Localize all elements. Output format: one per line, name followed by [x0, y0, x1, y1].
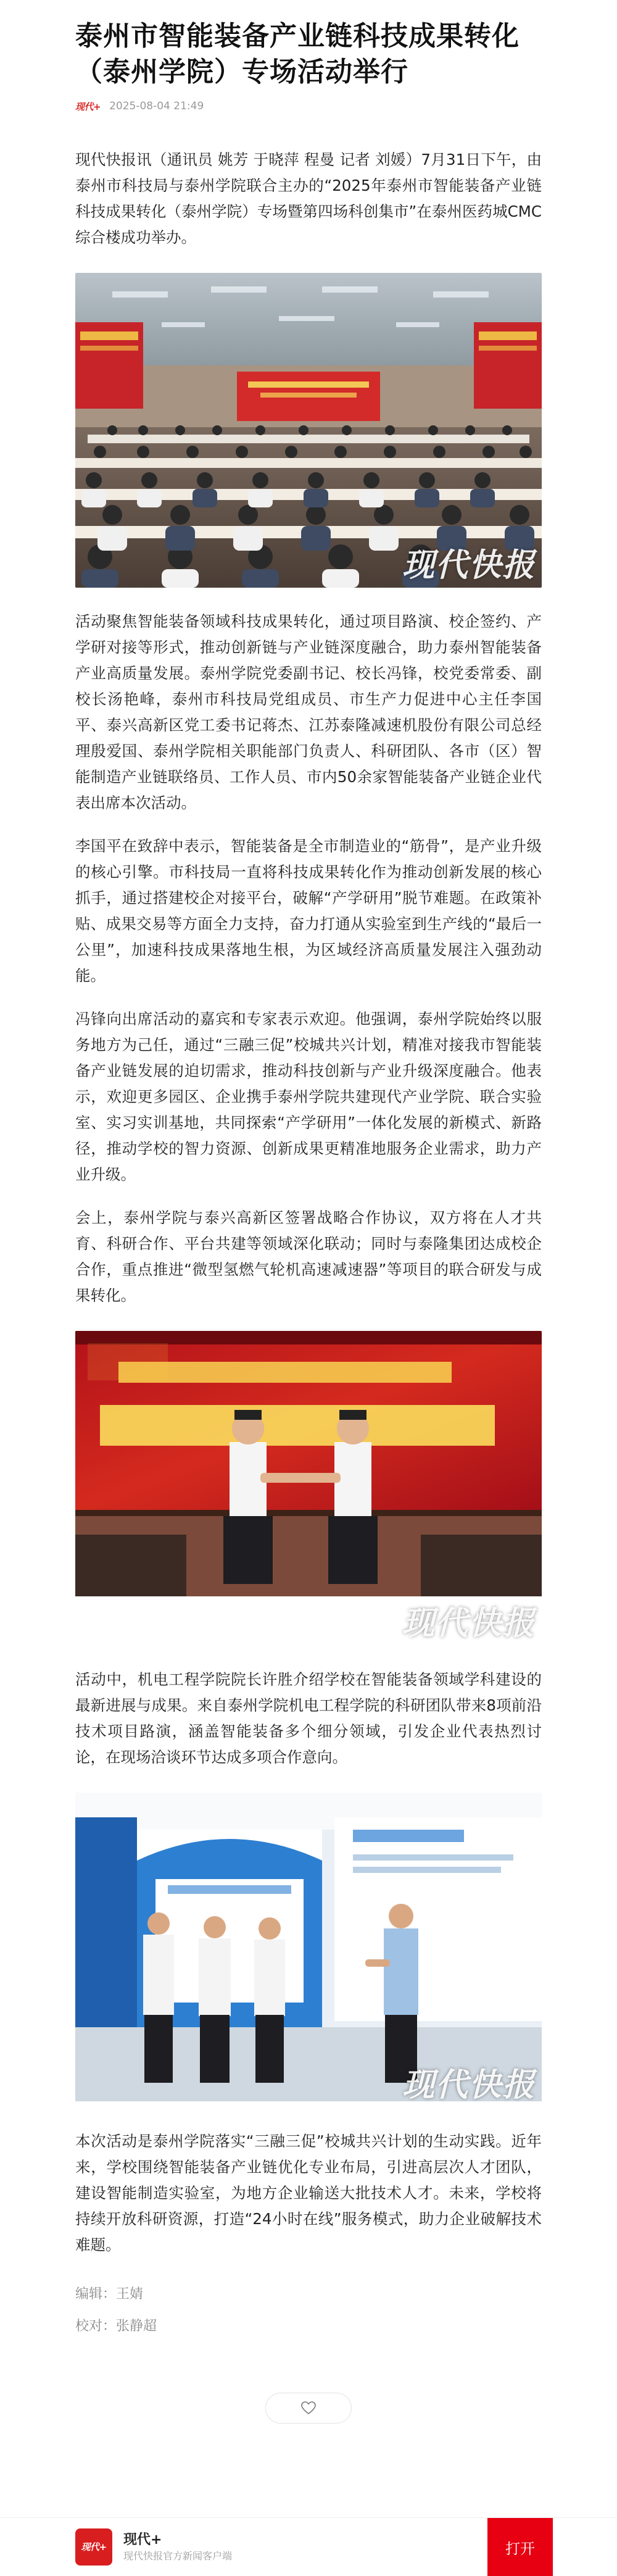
photo-conference-hall[interactable] — [75, 273, 542, 588]
paragraph-3: 李国平在致辞中表示，智能装备是全市制造业的“筋骨”，是产业升级的核心引擎。市科技局一直将科技成果转化作为推动创新发展的核心抓手，通过搭建校企对接平台，破解“产学研用”脱节难题。在政策补贴、成果交易等方面全力支持，奋力打通从实验室到生产线的“最后一公里”，加速科技成果落地生根，为区域经济高质量发展注入强劲动能。 — [75, 837, 542, 985]
proofreader-credit: 校对：张静超 — [75, 2319, 157, 2334]
watermark: 现代快报 — [402, 1604, 536, 1642]
app-logo-icon: 现代+ — [75, 2528, 112, 2566]
watermark: 现代快报 — [402, 546, 536, 584]
article-meta — [75, 93, 542, 120]
paragraph-2: 活动聚焦智能装备领域科技成果转化，通过项目路演、校企签约、产学研对接等形式，推动创新链与产业链深度融合，助力泰州智能装备产业高质量发展。泰州学院党委副书记、校长冯锋，校党委常委、副校长汤艳峰，泰州市科技局党组成员、市生产力促进中心主任李国平、泰兴高新区党工委书记蒋杰、江苏泰隆减速机股份有限公司总经理殷爱国、泰州学院相关职能部门负责人、科研团队、各市（区）智能制造产业链联络员、工作人员、市内50余家智能装备产业链企业代表出席本次活动。 — [75, 612, 542, 812]
exhibition-visit-illustration — [75, 1793, 542, 2101]
publish-date: 2025-08-04 21:49 — [109, 100, 204, 112]
paragraph-5: 会上，泰州学院与泰兴高新区签署战略合作协议，双方将在人才共育、科研合作、平台共建等领域深化联动；同时与泰隆集团达成校企合作，重点推进“微型氢燃气轮机高速减速器”等项目的联合研发与成果转化。 — [75, 1209, 542, 1304]
paragraph-6: 活动中，机电工程学院院长许胜介绍学校在智能装备领域学科建设的最新进展与成果。来自泰州学院机电工程学院的科研团队带来8项前沿技术项目路演，涵盖智能装备多个细分领域，引发企业代表热烈讨论，在现场洽谈环节达成多项合作意向。 — [75, 1670, 542, 1766]
paragraph-1: 现代快报讯（通讯员 姚芳 于晓萍 程曼 记者 刘媛）7月31日下午，由泰州市科技局与泰州学院联合主办的“2025年泰州市智能装备产业链科技成果转化（泰州学院）专场暨第四场科创集市”在泰州医药城CMC综合楼成功举办。 — [75, 151, 542, 246]
article-title: 泰州市智能装备产业链科技成果转化（泰州学院）专场活动举行 — [75, 20, 520, 88]
photo-signing-ceremony[interactable] — [75, 1331, 542, 1646]
paragraph-4: 冯锋向出席活动的嘉宾和专家表示欢迎。他强调，泰州学院始终以服务地方为己任，通过“三融三促”校城共兴计划，精准对接我市智能装备产业链发展的迫切需求，推动科技创新与产业升级深度融合。他表示，欢迎更多园区、企业携手泰州学院共建现代产业学院、联合实验室、实习实训基地，共同探索“产学研用”一体化发展的新模式、新路径，推动学校的智力资源、创新成果更精准地服务企业需求，助力产业升级。 — [75, 1010, 542, 1183]
app-info — [123, 2531, 232, 2563]
editor-credit: 编辑：王婧 — [75, 2286, 144, 2302]
app-description: 现代快报官方新闻客户端 — [123, 2549, 233, 2562]
like-area — [75, 2393, 542, 2424]
signing-ceremony-illustration — [75, 1331, 542, 1596]
like-button[interactable] — [265, 2393, 352, 2424]
paragraph-7: 本次活动是泰州学院落实“三融三促”校城共兴计划的生动实践。近年来，学校围绕智能装备产业链优化专业布局，引进高层次人才团队，建设智能制造实验室，为地方企业输送大批技术人才。未来，学校将持续开放科研资源，打造“24小时在线”服务模式，助力企业破解技术难题。 — [75, 2132, 542, 2254]
watermark: 现代快报 — [402, 2066, 536, 2104]
app-download-bar — [0, 2517, 617, 2575]
app-name: 现代+ — [123, 2532, 162, 2548]
source-logo: 现代+ — [75, 101, 101, 112]
photo-exhibition-visit[interactable] — [75, 1793, 542, 2107]
heart-icon — [301, 2401, 316, 2415]
open-app-button[interactable]: 打开 — [487, 2518, 553, 2576]
